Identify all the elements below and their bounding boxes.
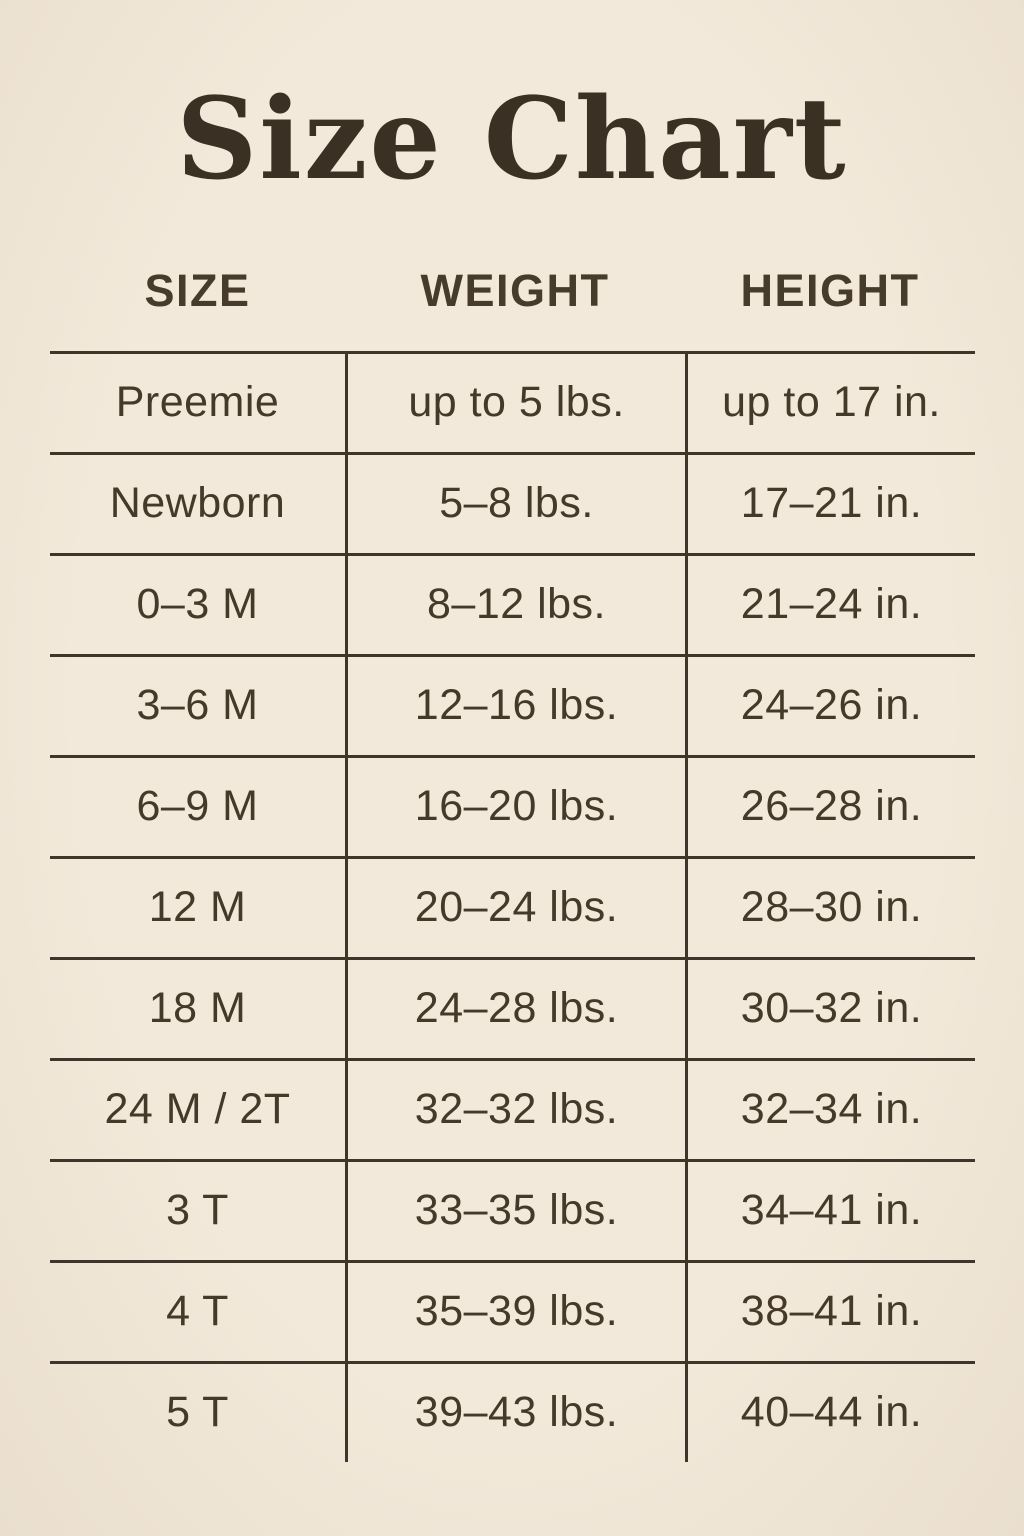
height-cell: 40–44 in. (685, 1364, 975, 1462)
height-cell: up to 17 in. (685, 354, 975, 452)
height-cell: 17–21 in. (685, 455, 975, 553)
weight-cell: 20–24 lbs. (345, 859, 685, 957)
height-cell: 38–41 in. (685, 1263, 975, 1361)
weight-cell: 16–20 lbs. (345, 758, 685, 856)
size-cell: 3 T (166, 1186, 229, 1235)
table-header-row (50, 260, 975, 322)
column-header-height: HEIGHT (740, 264, 920, 316)
size-cell: 6–9 M (136, 782, 259, 831)
column-header-size: SIZE (144, 264, 251, 316)
height-cell: 34–41 in. (685, 1162, 975, 1260)
size-cell: 12 M (148, 883, 247, 932)
table-row (50, 452, 975, 553)
size-cell: Newborn (109, 479, 286, 528)
weight-cell: 33–35 lbs. (345, 1162, 685, 1260)
table-row (50, 1058, 975, 1159)
table-row (50, 957, 975, 1058)
size-cell: 4 T (166, 1287, 229, 1336)
size-cell: 18 M (148, 984, 247, 1033)
size-cell: 5 T (166, 1388, 229, 1437)
table-row (50, 1159, 975, 1260)
height-cell: 28–30 in. (685, 859, 975, 957)
weight-cell: 39–43 lbs. (345, 1364, 685, 1462)
column-header-weight: WEIGHT (420, 264, 610, 316)
weight-cell: up to 5 lbs. (345, 354, 685, 452)
weight-cell: 8–12 lbs. (345, 556, 685, 654)
weight-cell: 35–39 lbs. (345, 1263, 685, 1361)
height-cell: 21–24 in. (685, 556, 975, 654)
table-row (50, 553, 975, 654)
size-cell: 3–6 M (136, 681, 259, 730)
table-row (50, 755, 975, 856)
table-row (50, 351, 975, 452)
height-cell: 32–34 in. (685, 1061, 975, 1159)
table-row (50, 856, 975, 957)
weight-cell: 24–28 lbs. (345, 960, 685, 1058)
weight-cell: 32–32 lbs. (345, 1061, 685, 1159)
weight-cell: 12–16 lbs. (345, 657, 685, 755)
height-cell: 30–32 in. (685, 960, 975, 1058)
size-cell: Preemie (115, 378, 280, 427)
size-cell: 24 M / 2T (104, 1085, 291, 1134)
height-cell: 26–28 in. (685, 758, 975, 856)
table-row (50, 654, 975, 755)
size-cell: 0–3 M (136, 580, 259, 629)
page-title: Size Chart (176, 74, 848, 205)
height-cell: 24–26 in. (685, 657, 975, 755)
size-chart-table (0, 351, 1024, 1462)
table-row (50, 1361, 975, 1462)
table-row (50, 1260, 975, 1361)
weight-cell: 5–8 lbs. (345, 455, 685, 553)
